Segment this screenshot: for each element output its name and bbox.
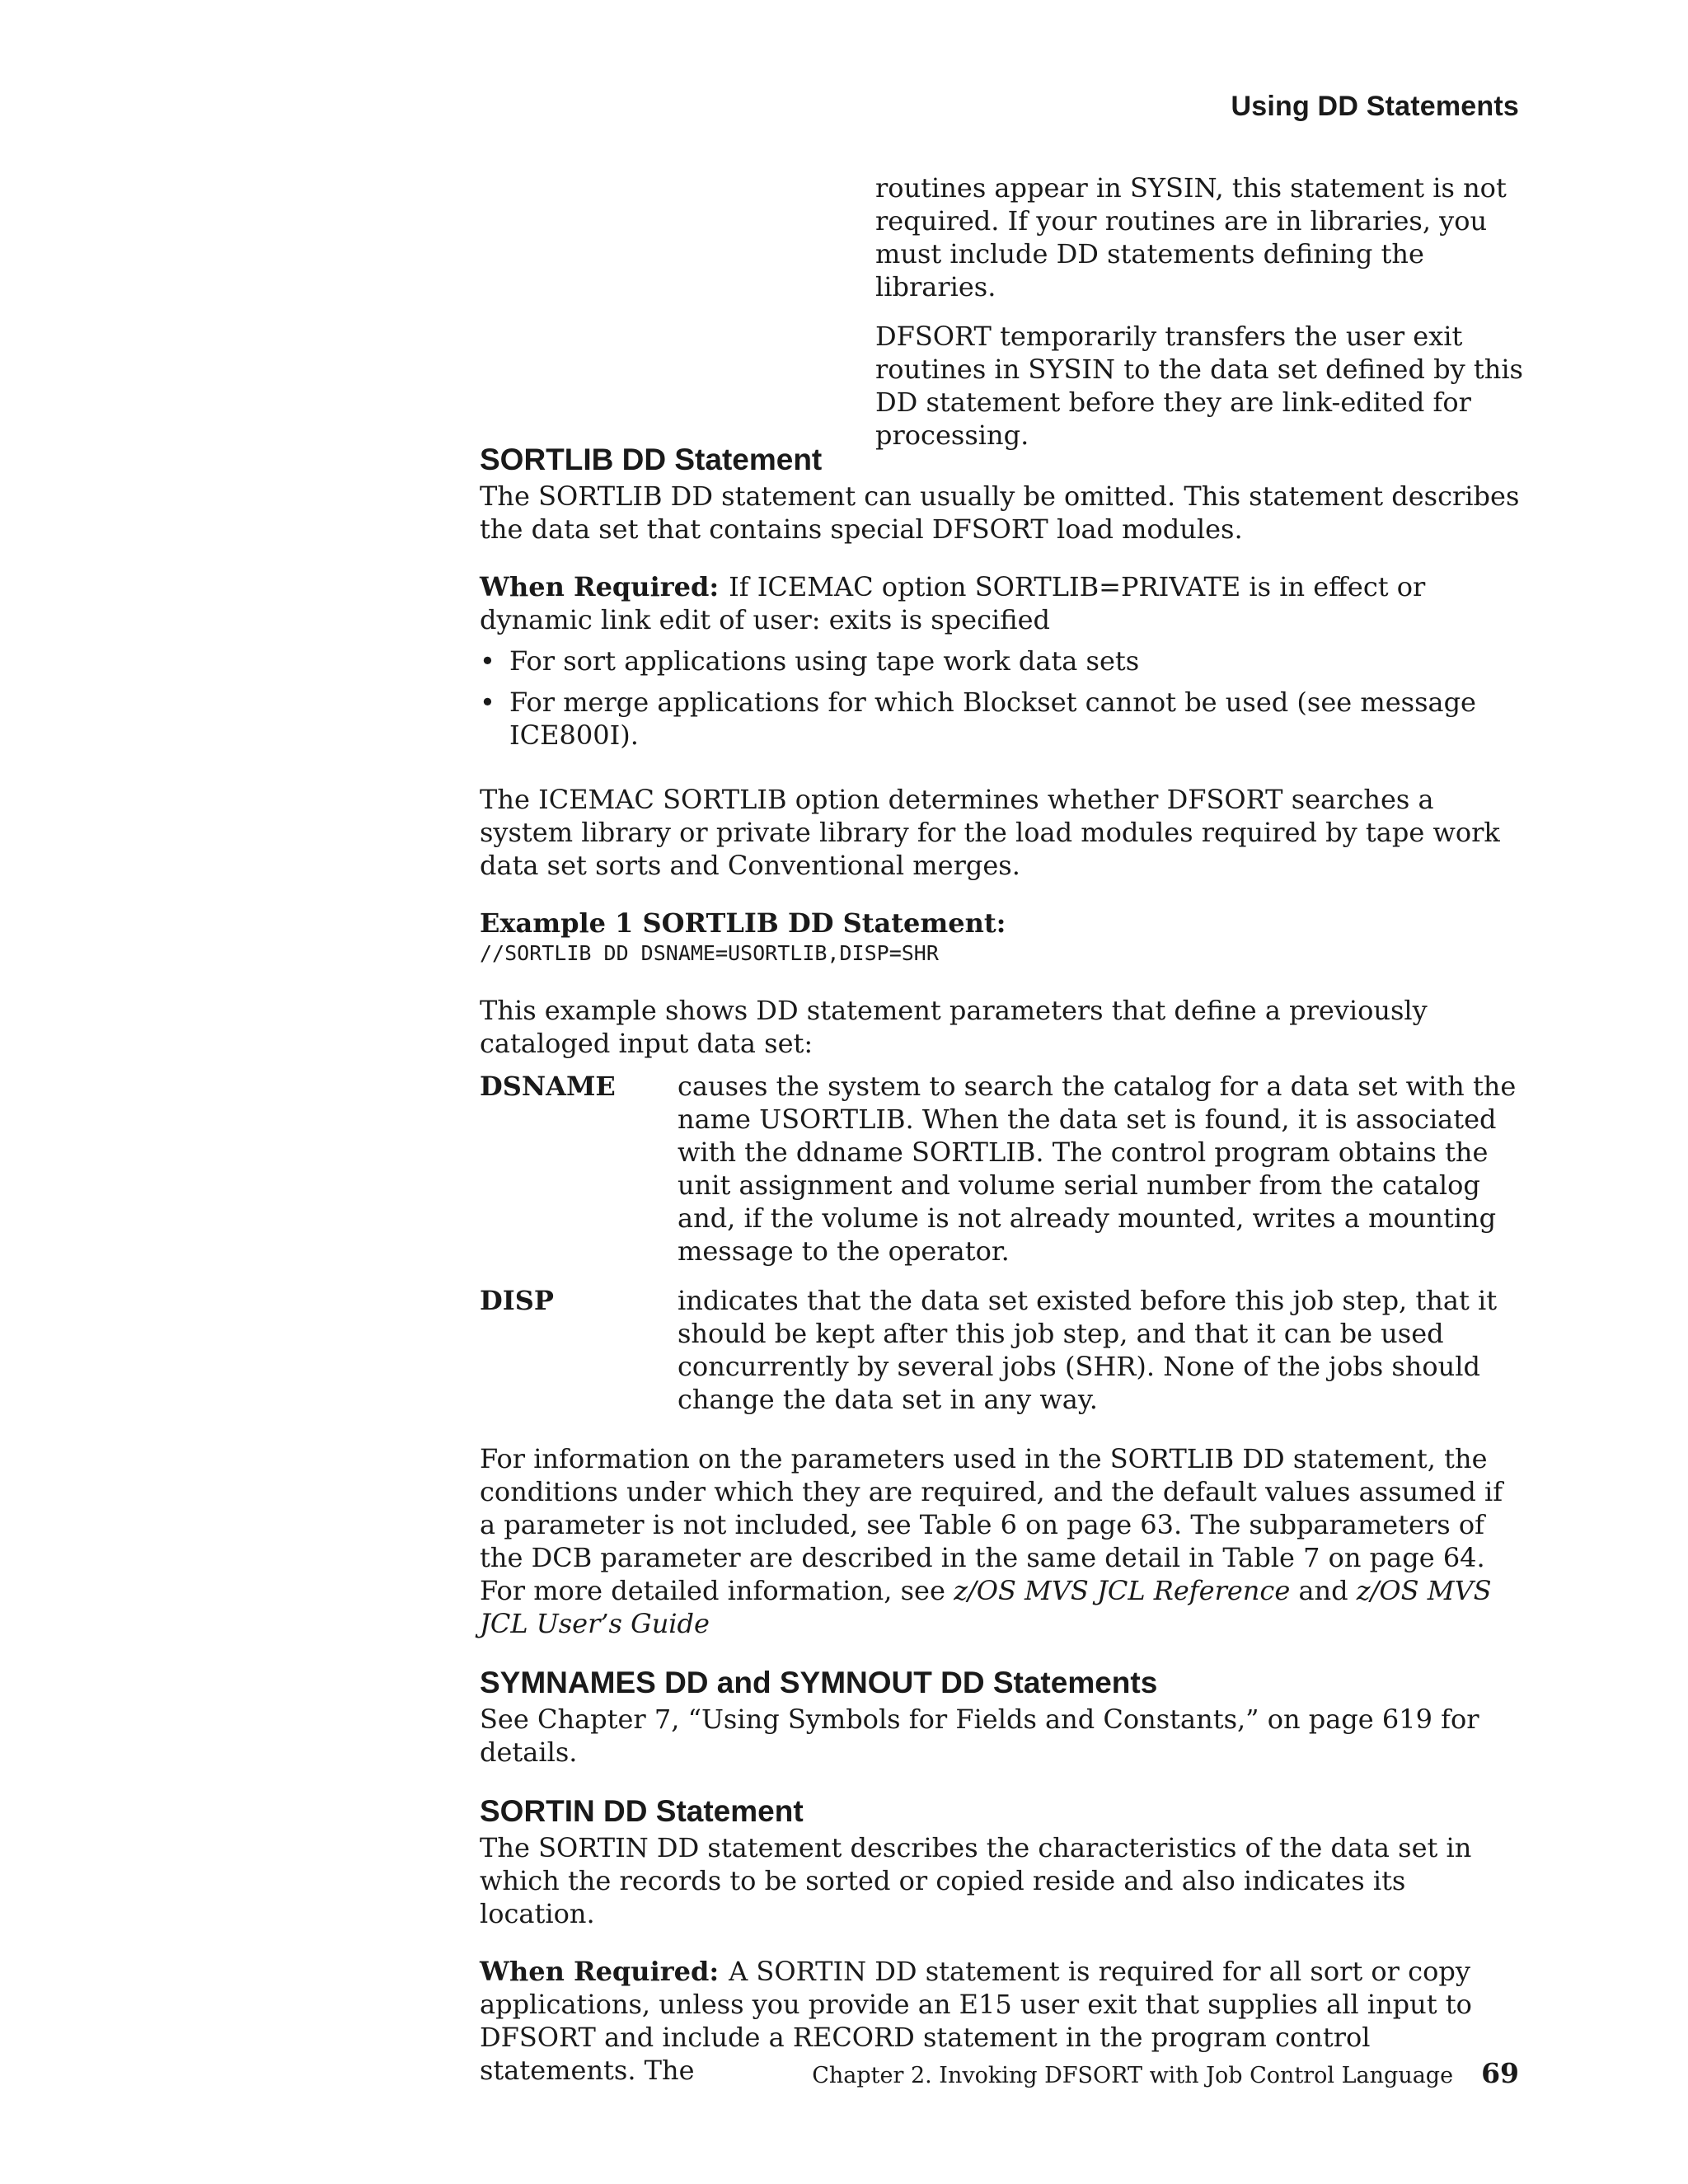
section-heading-sortlib: SORTLIB DD Statement bbox=[480, 443, 823, 476]
parameter-description: causes the system to search the catalog for a data set with the name USORTLIB. When the data set is found, it is associated with the ddname SORTLIB. The control program obtains the unit assignment and volume serial number from the catalog and, if the volume is not already mounted, writes a mounting message to the operator. bbox=[678, 1071, 1517, 1267]
list-item: • For merge applications for which Blockset cannot be used (see message ICE800I). bbox=[480, 687, 1476, 751]
example-title: Example 1 SORTLIB DD Statement: bbox=[480, 907, 1006, 939]
main-content bbox=[480, 442, 1525, 2087]
sortlib-description: The SORTLIB DD statement can usually be omitted. This statement describes the data set that contains special DFSORT load modules. bbox=[480, 480, 1520, 545]
parameter-row bbox=[480, 1070, 1525, 1268]
page-footer bbox=[812, 2057, 1519, 2093]
running-head: Using DD Statements bbox=[1231, 91, 1519, 122]
parameter-term: DSNAME bbox=[480, 1071, 616, 1102]
section-heading-symnames: SYMNAMES DD and SYMNOUT DD Statements bbox=[480, 1666, 1158, 1699]
page-number: 69 bbox=[1481, 2057, 1519, 2089]
parameter-description: indicates that the data set existed before this job step, that it should be kept after this job step, and that it can be used concurrently by several jobs (SHR). None of the jobs should change the data set in any way. bbox=[678, 1285, 1498, 1415]
when-required-text: If ICEMAC option SORTLIB=PRIVATE is in effect or dynamic link edit of user: exits is specified bbox=[480, 571, 1426, 635]
example-code: //SORTLIB DD DSNAME=USORTLIB,DISP=SHR bbox=[480, 941, 939, 965]
symnames-text: See Chapter 7, “Using Symbols for Fields and Constants,” on page 619 for details. bbox=[480, 1704, 1479, 1768]
list-item: • For sort applications using tape work data sets bbox=[480, 645, 1140, 677]
sortlib-when-required bbox=[480, 570, 1525, 636]
when-required-label: When Required: bbox=[480, 1956, 720, 1987]
intro-block bbox=[875, 171, 1535, 468]
bullet-icon: • bbox=[480, 645, 495, 677]
intro-paragraph: routines appear in SYSIN, this statement is not required. If your routines are in libraries, you must include DD statements defining the libraries. bbox=[875, 172, 1507, 302]
reference-title: z/OS MVS JCL User’s Guide bbox=[480, 1575, 1492, 1639]
example-intro: This example shows DD statement parameters that define a previously cataloged input data set: bbox=[480, 995, 1428, 1059]
icemac-paragraph: The ICEMAC SORTLIB option determines whether DFSORT searches a system library or private library for the load modules required by tape work data set sorts and Conventional merges. bbox=[480, 784, 1500, 881]
section-heading-sortin: SORTIN DD Statement bbox=[480, 1794, 804, 1828]
reference-title: z/OS MVS JCL Reference bbox=[954, 1575, 1291, 1606]
footer-chapter: Chapter 2. Invoking DFSORT with Job Control Language bbox=[812, 2063, 1454, 2088]
when-required-label: When Required: bbox=[480, 571, 720, 602]
when-required-text: A SORTIN DD statement is required for all sort or copy applications, unless you provide an E15 user exit that supplies all input to DFSORT and include a RECORD statement in the program control statements. The bbox=[480, 1956, 1472, 2086]
parameter-list bbox=[480, 1070, 1525, 1416]
parameter-row bbox=[480, 1284, 1525, 1416]
info-paragraph: For information on the parameters used in the SORTLIB DD statement, the conditions under which they are required, and the default values assumed if a parameter is not included, see Table 6 on page 63. The subparameters of the DCB parameter are described in the same detail in Table 7 on page 64. For more detailed information, see z/OS MVS JCL Reference and z/OS MVS JCL User’s Guide bbox=[480, 1443, 1503, 1639]
parameter-term: DISP bbox=[480, 1285, 554, 1316]
bullet-icon: • bbox=[480, 687, 495, 718]
sortin-description: The SORTIN DD statement describes the characteristics of the data set in which the records to be sorted or copied reside and also indicates its location. bbox=[480, 1832, 1472, 1929]
sortlib-bullet-list bbox=[480, 644, 1525, 752]
intro-paragraph: DFSORT temporarily transfers the user exit routines in SYSIN to the data set defined by this DD statement before they are link-edited for processing. bbox=[875, 321, 1523, 451]
